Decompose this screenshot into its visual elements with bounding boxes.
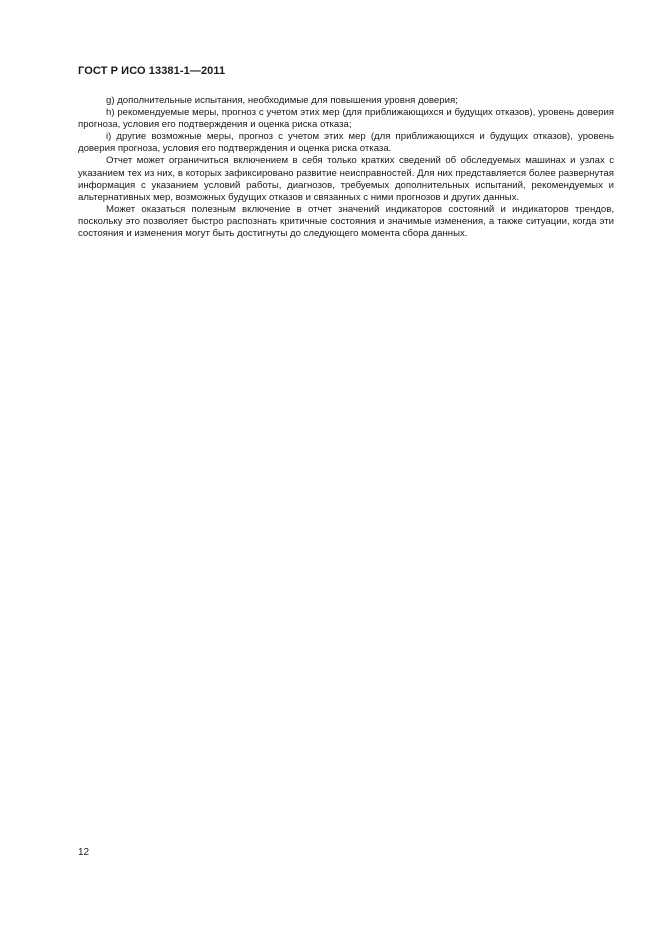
document-header: ГОСТ Р ИСО 13381-1—2011 (78, 65, 226, 77)
list-item-h: h) рекомендуемые меры, прогноз с учетом этих мер (для приближающихся и будущих отказов), уровень доверия прогноза, условия его подтверждения и оценка риска отказа; (78, 107, 614, 131)
list-item-g: g) дополнительные испытания, необходимые для повышения уровня доверия; (106, 95, 458, 106)
list-item-i: i) другие возможные меры, прогноз с учетом этих мер (для приближающихся и будущих отказов), уровень доверия прогноза, условия его подтверждения и оценка риска отказа. (78, 131, 614, 155)
paragraph-indicators: Может оказаться полезным включение в отчет значений индикаторов состояний и индикаторов трендов, поскольку это позволяет быстро распознать критичные состояния и значимые изменения, а также ситуации, когда эти состояния и изменения могут быть достигнуты до следующего момента сбора данных. (78, 203, 614, 240)
page-number: 12 (78, 847, 90, 858)
document-body (78, 95, 614, 240)
paragraph-report-summary: Отчет может ограничиться включением в себя только кратких сведений об обследуемых машинах и узлах с указанием тех из них, в которых зафиксировано развитие неисправностей. Для них представляется более развернутая информация с указанием условий работы, диагнозов, требуемых дополнительных испытаний, рекомендуемых и альтернативных мер, возможных будущих отказов и связанных с ними прогнозов и других данных. (78, 155, 614, 203)
